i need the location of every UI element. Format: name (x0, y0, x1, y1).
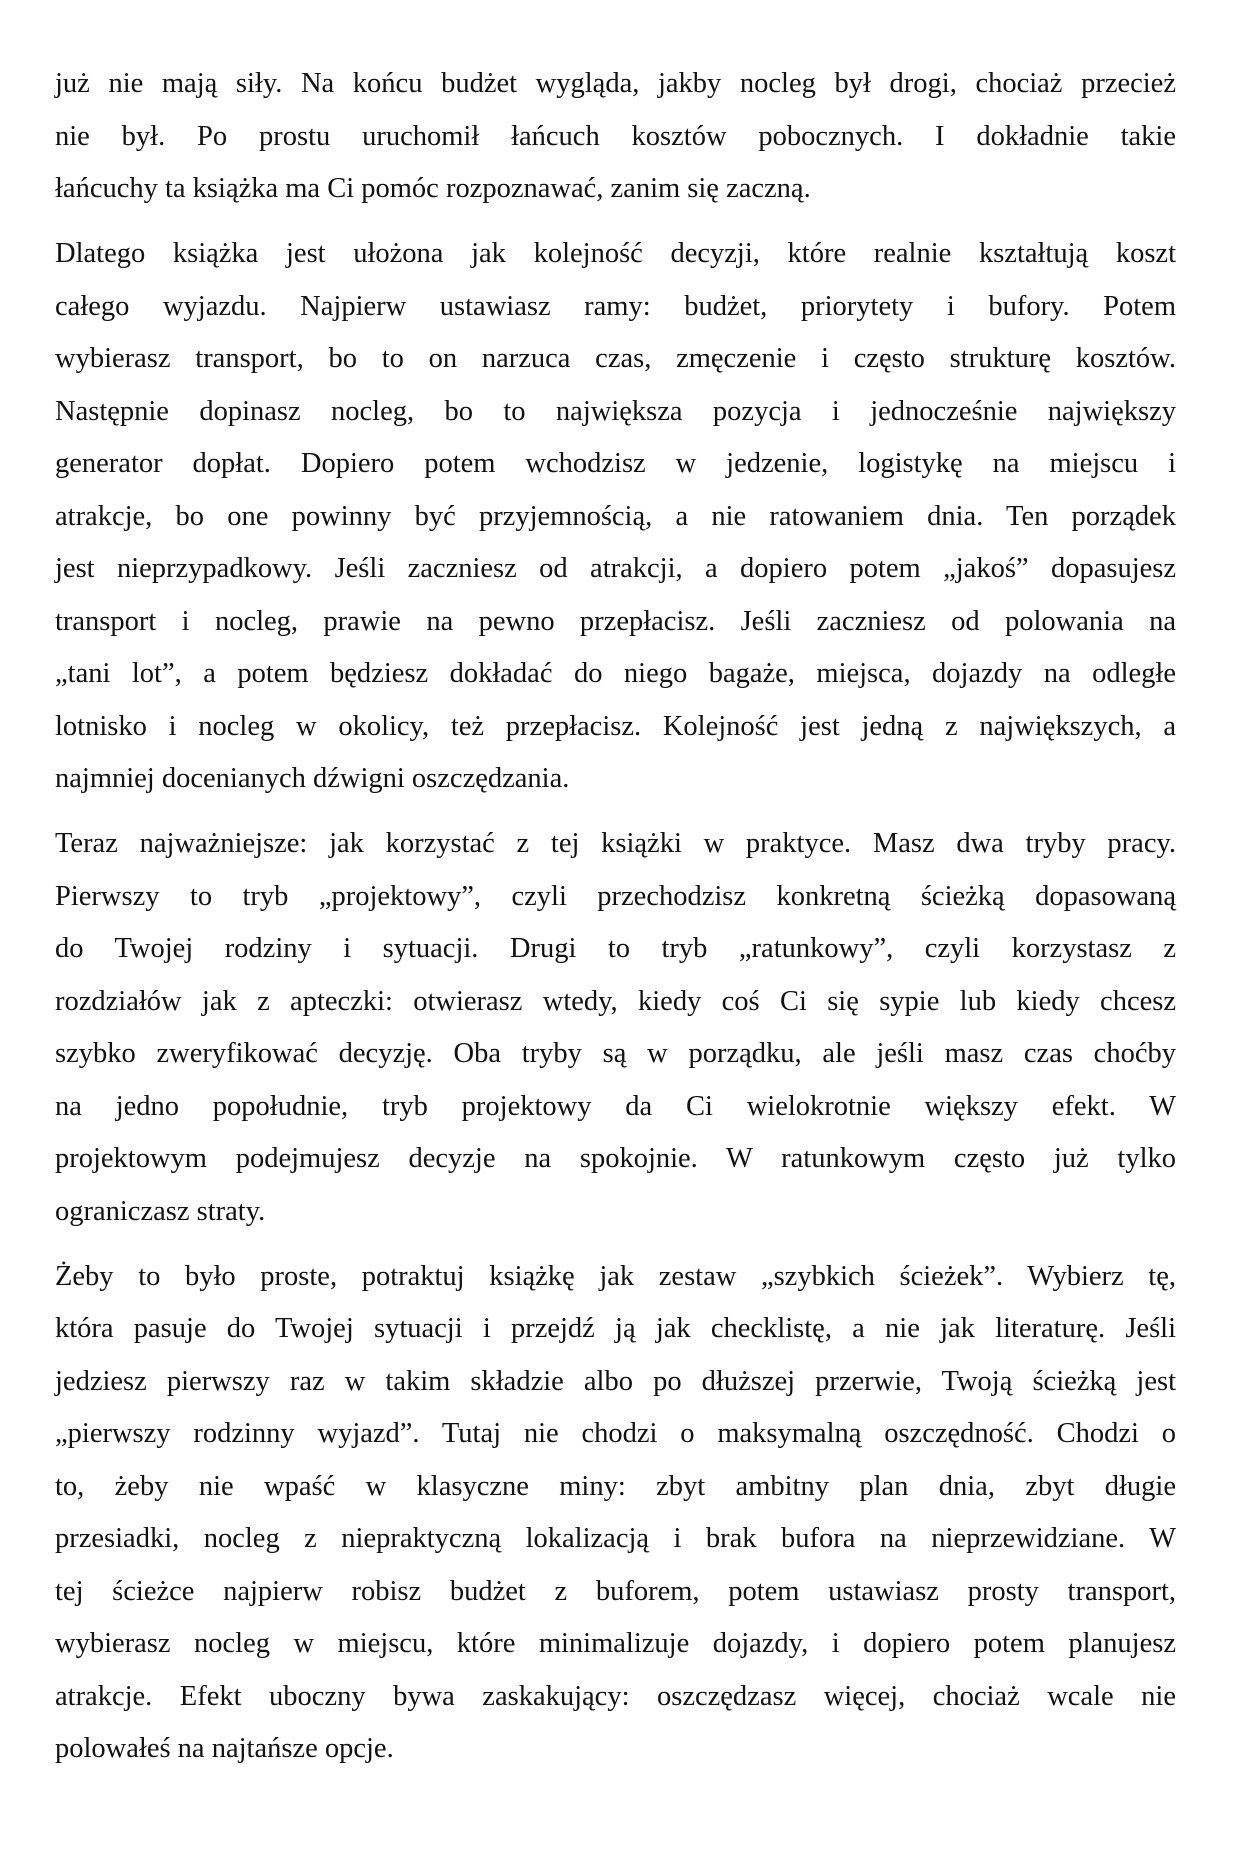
text-line: Następnie dopinasz nocleg, bo to największa pozycja i jednocześnie największy (55, 395, 1176, 427)
text-line: Dlatego książka jest ułożona jak kolejność decyzji, które realnie kształtują koszt (55, 238, 1176, 269)
text-line: która pasuje do Twojej sytuacji i przejdź ją jak checklistę, a nie jak literaturę. Jeśli (55, 1313, 1176, 1344)
text-line: wybierasz nocleg w miejscu, które minimalizuje dojazdy, i dopiero potem planujesz (55, 1628, 1176, 1659)
text-line: Żeby to było proste, potraktuj książkę jak zestaw „szybkich ścieżek”. Wybierz tę, (55, 1260, 1176, 1292)
text-line: „tani lot”, a potem będziesz dokładać do niego bagaże, miejsca, dojazdy na odległe (55, 658, 1176, 689)
text-line: jedziesz pierwszy raz w takim składzie albo po dłuższej przerwie, Twoją ścieżką jest (55, 1365, 1176, 1397)
text-line: rozdziałów jak z apteczki: otwierasz wtedy, kiedy coś Ci się sypie lub kiedy chcesz (55, 985, 1176, 1017)
text-line: do Twojej rodziny i sytuacji. Drugi to tryb „ratunkowy”, czyli korzystasz z (55, 933, 1176, 964)
text-line: już nie mają siły. Na końcu budżet wygląda, jakby nocleg był drogi, chociaż przecież (55, 68, 1176, 99)
text-line: transport i nocleg, prawie na pewno przepłacisz. Jeśli zaczniesz od polowania na (55, 605, 1176, 637)
text-line: ograniczasz straty. (55, 1195, 266, 1227)
text-line: atrakcje, bo one powinny być przyjemnością, a nie ratowaniem dnia. Ten porządek (55, 500, 1176, 532)
text-line: łańcuchy ta książka ma Ci pomóc rozpoznawać, zanim się zaczną. (55, 173, 811, 204)
text-line: atrakcje. Efekt uboczny bywa zaskakujący: oszczędzasz więcej, chociaż wcale nie (55, 1680, 1176, 1712)
text-line: na jedno popołudnie, tryb projektowy da Ci wielokrotnie większy efekt. W (55, 1090, 1176, 1122)
paragraph-4 (55, 1251, 1176, 1776)
text-line: „pierwszy rodzinny wyjazd”. Tutaj nie chodzi o maksymalną oszczędność. Chodzi o (55, 1418, 1176, 1449)
text-line: projektowym podejmujesz decyzje na spokojnie. W ratunkowym często już tylko (55, 1143, 1176, 1174)
text-line: przesiadki, nocleg z niepraktyczną lokalizacją i brak bufora na nieprzewidziane. W (55, 1523, 1176, 1554)
paragraph-3 (55, 818, 1176, 1238)
text-line: najmniej docenianych dźwigni oszczędzania. (55, 763, 570, 794)
text-line: Teraz najważniejsze: jak korzystać z tej książki w praktyce. Masz dwa tryby pracy. (55, 828, 1176, 859)
text-line: nie był. Po prostu uruchomił łańcuch kosztów pobocznych. I dokładnie takie (55, 120, 1176, 152)
paragraph-1 (55, 58, 1176, 216)
text-line: wybierasz transport, bo to on narzuca czas, zmęczenie i często strukturę kosztów. (55, 343, 1176, 374)
text-line: generator dopłat. Dopiero potem wchodzisz w jedzenie, logistykę na miejscu i (55, 448, 1176, 479)
paragraph-2 (55, 228, 1176, 806)
text-line: jest nieprzypadkowy. Jeśli zaczniesz od atrakcji, a dopiero potem „jakoś” dopasujesz (55, 553, 1176, 584)
text-line: całego wyjazdu. Najpierw ustawiasz ramy: budżet, priorytety i bufory. Potem (55, 290, 1176, 322)
text-line: lotnisko i nocleg w okolicy, też przepłacisz. Kolejność jest jedną z największych, a (55, 710, 1176, 742)
text-line: tej ścieżce najpierw robisz budżet z buforem, potem ustawiasz prosty transport, (55, 1575, 1176, 1607)
text-line: to, żeby nie wpaść w klasyczne miny: zbyt ambitny plan dnia, zbyt długie (55, 1470, 1176, 1502)
text-line: Pierwszy to tryb „projektowy”, czyli przechodzisz konkretną ścieżką dopasowaną (55, 880, 1176, 912)
document-page (55, 58, 1176, 1788)
text-line: polowałeś na najtańsze opcje. (55, 1733, 394, 1764)
text-line: szybko zweryfikować decyzję. Oba tryby są w porządku, ale jeśli masz czas choćby (55, 1038, 1176, 1069)
